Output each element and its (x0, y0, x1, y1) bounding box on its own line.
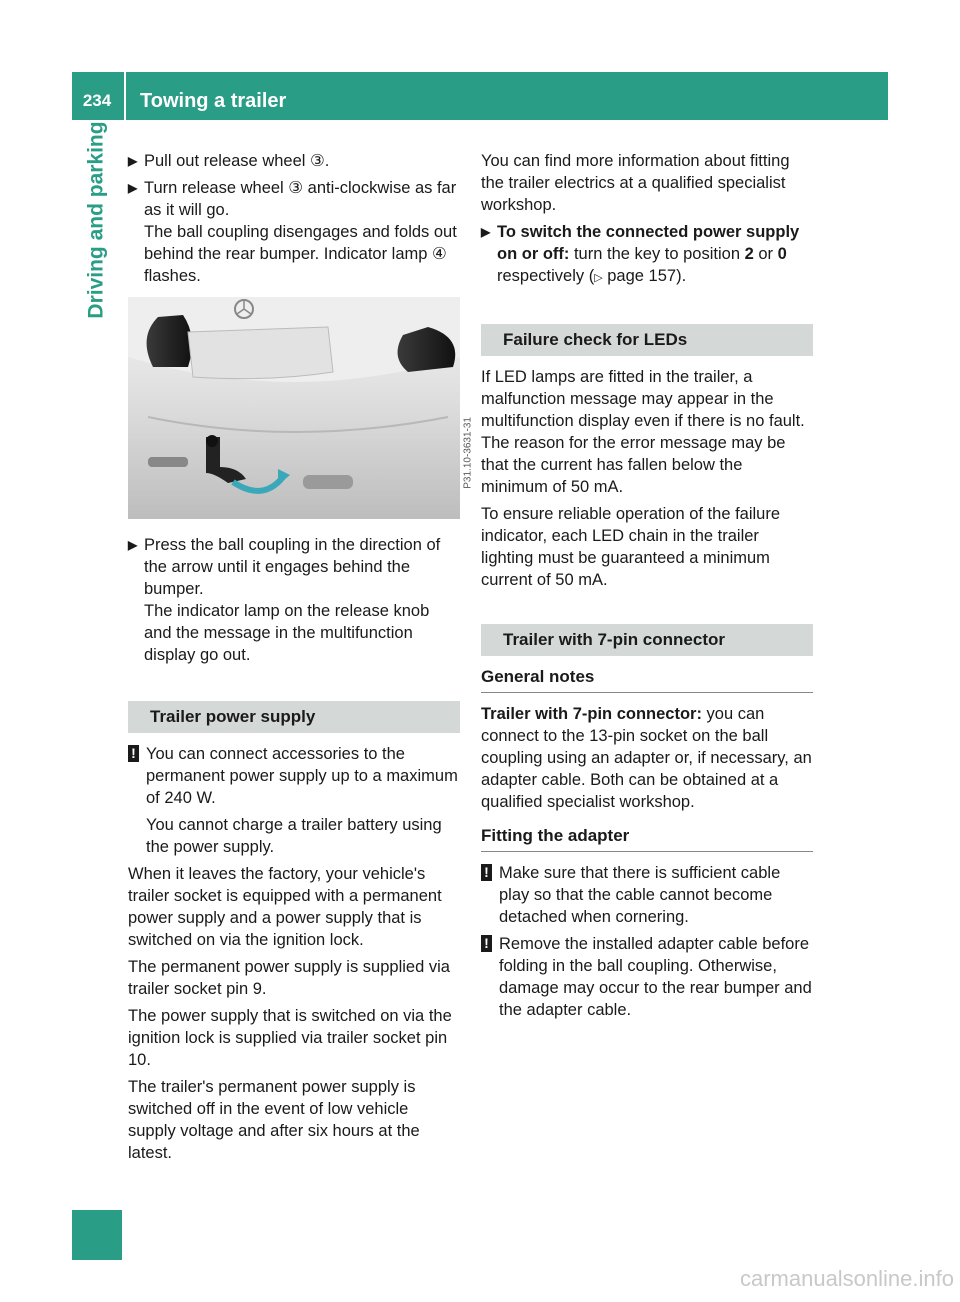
step-text: Press the ball coupling in the direction of the arrow until it engages behind the bumper. (144, 536, 441, 598)
warning-block (481, 933, 813, 1021)
watermark: carmanualsonline.info (739, 1266, 954, 1291)
key-position-on: 2 (744, 245, 754, 263)
key-position-off: 0 (777, 245, 787, 263)
car-rear-illustration (128, 297, 460, 519)
step-text: Turn release wheel ③ anti-clockwise as far as it will go. (144, 179, 457, 219)
step-text: Pull out release wheel ③. (144, 152, 330, 170)
side-tab (72, 121, 122, 319)
warning-text: Remove the installed adapter cable before folding in the ball coupling. Otherwise, damage may occur to the rear bumper and the adapter cable. (499, 935, 812, 1019)
paragraph: If LED lamps are fitted in the trailer, a malfunction message may appear in the multifunction display even if there is no fault. The reason for the error message may be that the current has fallen below the minimum of 50 mA. (481, 368, 805, 496)
step-text: respectively ( (497, 267, 595, 285)
section-trailer-power-supply: Trailer power supply (128, 701, 460, 733)
subhead-general-notes: General notes (481, 666, 813, 693)
step-arrow-icon: ▶ (128, 181, 138, 195)
warning-icon: ! (481, 935, 492, 952)
paragraph: The trailer's permanent power supply is switched off in the event of low vehicle supply voltage and after six hours at the latest. (128, 1078, 420, 1162)
header-divider (124, 72, 126, 120)
section-failure-check-leds: Failure check for LEDs (481, 324, 813, 356)
subhead-fitting-adapter: Fitting the adapter (481, 825, 813, 852)
paragraph-text: you can connect to the 13-pin socket on the ball coupling using an adapter or, if necessary, an adapter cable. Both can be obtained at a qualified specialist workshop. (481, 705, 812, 811)
step-pull-out (128, 150, 460, 172)
step-text: turn the key to position (569, 245, 745, 263)
warning-block (128, 743, 460, 858)
paragraph: You can find more information about fitting the trailer electrics at a qualified specialist workshop. (481, 152, 790, 214)
section-trailer-7pin: Trailer with 7-pin connector (481, 624, 813, 656)
step-text: or (753, 245, 778, 263)
step-bold: To switch the connected power supply on or off: (497, 223, 800, 263)
warning-icon: ! (128, 745, 139, 762)
warning-block (481, 862, 813, 928)
page-ref-arrow-icon: ▷ (594, 272, 603, 284)
page-reference[interactable]: page 157). (602, 267, 687, 285)
step-arrow-icon: ▶ (128, 154, 138, 168)
warning-icon: ! (481, 864, 492, 881)
step-turn-wheel (128, 177, 460, 287)
paragraph: To ensure reliable operation of the failure indicator, each LED chain in the trailer lighting must be guaranteed a minimum current of 50 mA. (481, 505, 781, 589)
step-arrow-icon: ▶ (481, 225, 491, 239)
side-tab-label: Driving and parking (85, 121, 109, 319)
figure-code: P31.10-3631-31 (463, 417, 474, 489)
warning-text: Make sure that there is sufficient cable play so that the cable cannot become detached when cornering. (499, 864, 781, 926)
side-block (72, 1210, 122, 1260)
step-note: The indicator lamp on the release knob and the message in the multifunction display go out. (144, 602, 430, 664)
page-number: 234 (82, 91, 112, 110)
step-press-coupling (128, 534, 460, 666)
paragraph: The permanent power supply is supplied via trailer socket pin 9. (128, 958, 450, 998)
step-note: The ball coupling disengages and folds out behind the rear bumper. Indicator lamp ④ flashes. (144, 223, 457, 285)
step-switch-power (481, 221, 813, 289)
step-arrow-icon: ▶ (128, 538, 138, 552)
warning-text: You can connect accessories to the permanent power supply up to a maximum of 240 W. (146, 745, 458, 807)
page-title: Towing a trailer (140, 90, 287, 112)
warning-text: You cannot charge a trailer battery using the power supply. (146, 816, 442, 856)
paragraph: When it leaves the factory, your vehicle's trailer socket is equipped with a permanent power supply and a power supply that is switched on via the ignition lock. (128, 865, 442, 949)
right-column (481, 150, 813, 1026)
paragraph (481, 703, 813, 813)
paragraph-bold: Trailer with 7-pin connector: (481, 705, 702, 723)
left-column (128, 150, 474, 1169)
car-rear-figure (128, 297, 474, 519)
paragraph: The power supply that is switched on via the ignition lock is supplied via trailer socket pin 10. (128, 1007, 452, 1069)
